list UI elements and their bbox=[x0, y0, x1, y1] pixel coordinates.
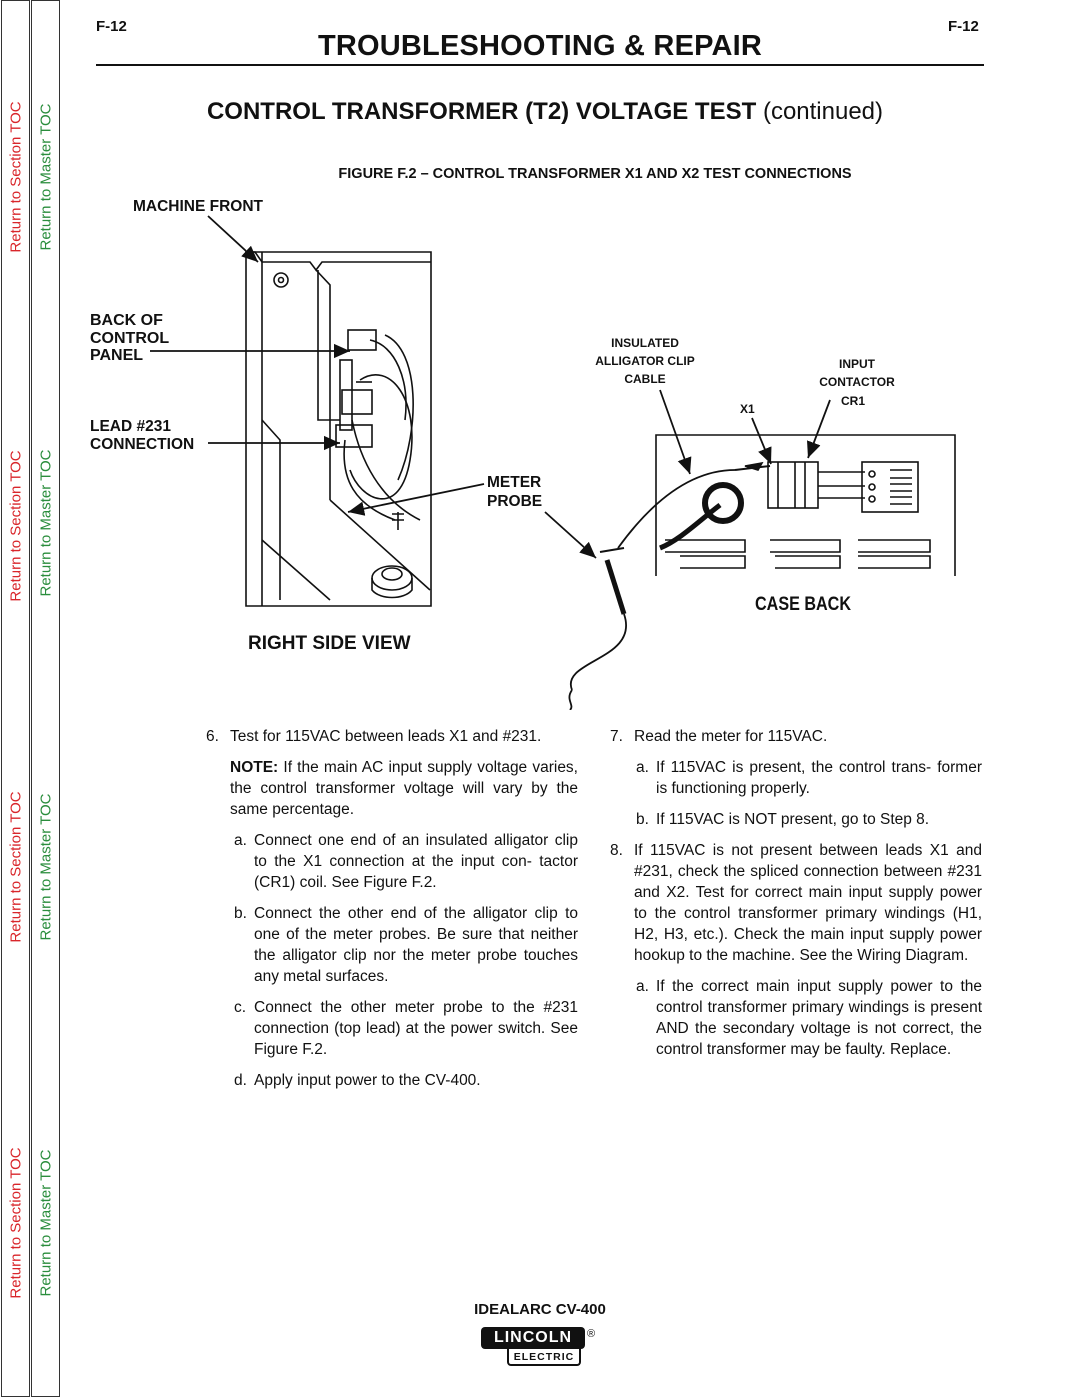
label-insulated: INSULATED bbox=[611, 336, 679, 350]
lincoln-electric-logo bbox=[481, 1327, 599, 1367]
step-7 bbox=[610, 726, 982, 747]
step-text: If 115VAC is NOT present, go to Step 8. bbox=[656, 811, 930, 828]
page-title: TROUBLESHOOTING & REPAIR bbox=[317, 30, 763, 62]
label-lead-231: LEAD #231 bbox=[90, 418, 171, 435]
master-toc-link[interactable]: Return to Master TOC bbox=[37, 1149, 54, 1297]
meter-probe-arrow-1 bbox=[348, 484, 484, 512]
meter-probe-arrow-2 bbox=[545, 512, 596, 558]
step-text: If the correct main input supply power to the control transformer primary windings is present AND the secondary voltage is not correct, the control transformer may be faulty. Replace. bbox=[656, 978, 982, 1058]
step-7a bbox=[636, 757, 982, 799]
step-text: Connect one end of an insulated alligator clip to the X1 connection at the input con- tactor (CR1) coil. See Figure F.2. bbox=[254, 832, 578, 891]
step-letter: a. bbox=[636, 978, 649, 995]
step-letter: b. bbox=[234, 905, 247, 922]
step-text: Connect the other meter probe to the #231 connection (top lead) at the power switch. See Figure F.2. bbox=[254, 999, 578, 1058]
case-back bbox=[656, 435, 955, 576]
label-right-side-view: RIGHT SIDE VIEW bbox=[248, 633, 411, 654]
machine-front-arrow bbox=[208, 216, 258, 262]
step-number: 6. bbox=[206, 728, 219, 745]
step-letter: b. bbox=[636, 811, 649, 828]
label-probe: PROBE bbox=[487, 493, 543, 510]
master-toc-link[interactable]: Return to Master TOC bbox=[37, 793, 54, 941]
step-text: If 115VAC is not present between leads X1 and #231, check the spliced connection between #231 and X2. Test for correct main input supply power to the control transformer primary windings (H1, H2, H3, etc.). Check the main input supply power hookup to the machine. See the Wiring Diagram. bbox=[634, 842, 982, 964]
step-text: Read the meter for 115VAC. bbox=[634, 728, 828, 745]
step-text: Connect the other end of the alligator clip to one of the meter probes. Be sure that neither the alligator clip nor the meter probe touches any metal surfaces. bbox=[254, 905, 578, 985]
label-back-of: BACK OF bbox=[90, 312, 163, 329]
step-text: Apply input power to the CV-400. bbox=[254, 1072, 481, 1089]
page-number-left: F-12 bbox=[96, 18, 127, 35]
step-8 bbox=[610, 840, 982, 966]
section-toc-link[interactable]: Return to Section TOC bbox=[7, 1147, 24, 1299]
label-case-back: CASE BACK bbox=[755, 594, 852, 615]
logo-lincoln: LINCOLN bbox=[481, 1327, 585, 1349]
section-toc-link[interactable]: Return to Section TOC bbox=[7, 101, 24, 253]
page-number-right: F-12 bbox=[948, 18, 979, 35]
step-7b bbox=[636, 809, 982, 830]
section-title-bold: CONTROL TRANSFORMER (T2) VOLTAGE TEST bbox=[206, 98, 757, 125]
cr1-arrow bbox=[808, 400, 830, 458]
label-x1: X1 bbox=[740, 402, 755, 416]
label-contactor: CONTACTOR bbox=[819, 375, 895, 389]
step-6c bbox=[234, 997, 578, 1060]
step-6 bbox=[206, 726, 578, 747]
step-number: 8. bbox=[610, 842, 623, 859]
step-6b bbox=[234, 903, 578, 987]
label-alligator-clip: ALLIGATOR CLIP bbox=[595, 354, 695, 368]
meter-probe bbox=[607, 560, 624, 614]
input-cable bbox=[660, 505, 720, 548]
step-6d bbox=[234, 1070, 578, 1091]
section-title-continued: (continued) bbox=[762, 98, 884, 125]
step-letter: d. bbox=[234, 1072, 247, 1089]
section-toc-link[interactable]: Return to Section TOC bbox=[7, 450, 24, 602]
footer-model: IDEALARC CV-400 bbox=[474, 1301, 606, 1318]
panel-screw bbox=[274, 273, 288, 287]
step-text: Test for 115VAC between leads X1 and #231. bbox=[230, 728, 542, 745]
logo-registered-mark: ® bbox=[587, 1328, 596, 1340]
label-machine-front: MACHINE FRONT bbox=[133, 198, 264, 215]
nut-fitting bbox=[372, 566, 412, 598]
note-text: If the main AC input supply voltage varies, the control transformer voltage will vary by the same percentage. bbox=[230, 759, 578, 818]
step-text: If 115VAC is present, the control trans- former is functioning properly. bbox=[656, 759, 982, 797]
note bbox=[230, 757, 578, 820]
logo-electric: ELECTRIC bbox=[507, 1349, 581, 1366]
master-toc-link[interactable]: Return to Master TOC bbox=[37, 449, 54, 597]
label-meter: METER bbox=[487, 474, 542, 491]
label-control: CONTROL bbox=[90, 330, 170, 347]
step-number: 7. bbox=[610, 728, 623, 745]
alligator-clip-arrow bbox=[660, 390, 690, 474]
section-toc-link[interactable]: Return to Section TOC bbox=[7, 791, 24, 943]
step-letter: a. bbox=[234, 832, 247, 849]
step-letter: c. bbox=[234, 999, 247, 1016]
label-cr1: CR1 bbox=[841, 394, 866, 408]
label-connection: CONNECTION bbox=[90, 436, 195, 453]
x1-arrow bbox=[752, 418, 771, 464]
label-cable: CABLE bbox=[624, 372, 666, 386]
step-6a bbox=[234, 830, 578, 893]
note-label: NOTE: bbox=[230, 759, 279, 776]
master-toc-link[interactable]: Return to Master TOC bbox=[37, 103, 54, 251]
label-panel: PANEL bbox=[90, 347, 144, 364]
left-column bbox=[206, 726, 578, 1101]
machine-side-panel bbox=[246, 252, 431, 606]
step-letter: a. bbox=[636, 759, 649, 776]
step-8a bbox=[636, 976, 982, 1060]
right-column bbox=[610, 726, 982, 1070]
label-input: INPUT bbox=[839, 357, 875, 371]
figure-caption: FIGURE F.2 – CONTROL TRANSFORMER X1 AND X2 TEST CONNECTIONS bbox=[338, 166, 852, 182]
